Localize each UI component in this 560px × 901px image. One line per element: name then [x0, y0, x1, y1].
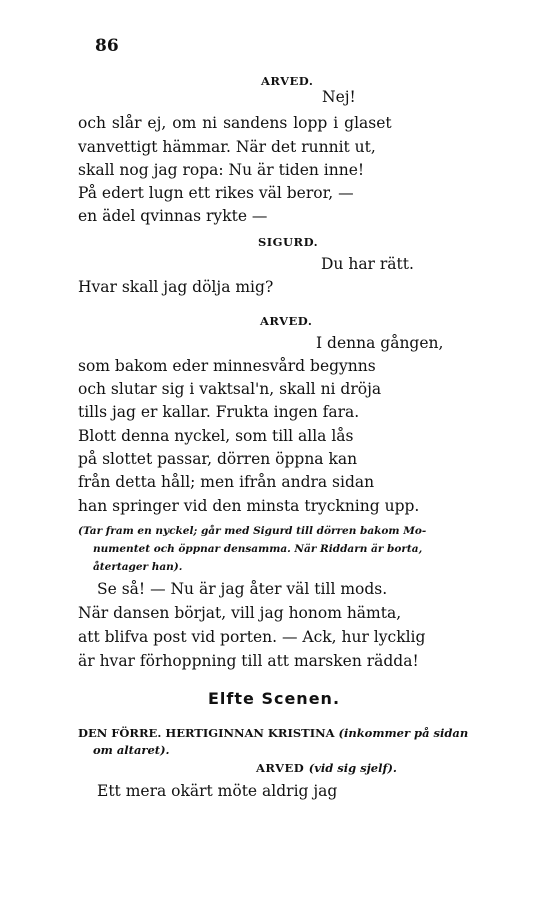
- verse-line: På edert lugn ett rikes väl beror, —: [78, 184, 354, 202]
- verse-line: Du har rätt.: [321, 255, 414, 273]
- verse-line: på slottet passar, dörren öppna kan: [78, 450, 358, 468]
- verse-line: en ädel qvinnas rykte —: [78, 207, 268, 225]
- persons-direction: (inkommer på sidan: [338, 726, 469, 740]
- speaker-name: ARVED: [256, 761, 305, 775]
- persons-names: DEN FÖRRE. HERTIGINNAN KRISTINA: [78, 726, 335, 740]
- verse-line: Hvar skall jag dölja mig?: [78, 278, 274, 296]
- speaker-label: ARVED.: [261, 74, 314, 88]
- verse-line: tills jag er kallar. Frukta ingen fara.: [78, 403, 360, 421]
- verse-line: och slutar sig i vaktsal'n, skall ni dröja: [78, 380, 382, 398]
- stage-direction: återtager han).: [93, 561, 183, 573]
- verse-line: Ett mera okärt möte aldrig jag: [97, 782, 338, 800]
- verse-line: och slår ej, om ni sandens lopp i glaset: [78, 114, 392, 132]
- speaker-label: SIGURD.: [258, 235, 319, 249]
- verse-line: När dansen börjat, vill jag honom hämta,: [78, 604, 402, 622]
- verse-line: att blifva post vid porten. — Ack, hur lycklig: [78, 628, 426, 646]
- verse-line: är hvar förhoppning till att marsken rädda!: [78, 652, 419, 670]
- speaker-direction: (vid sig sjelf).: [308, 761, 397, 775]
- verse-line: skall nog jag ropa: Nu är tiden inne!: [78, 161, 365, 179]
- page-number: 86: [95, 36, 119, 56]
- persons-direction: om altaret).: [93, 743, 170, 757]
- speaker-label: ARVED.: [260, 314, 313, 328]
- verse-line: Blott denna nyckel, som till alla lås: [78, 427, 354, 445]
- speaker-label: [256, 761, 397, 775]
- verse-line: Se så! — Nu är jag åter väl till mods.: [97, 580, 388, 598]
- scene-heading: Elfte Scenen.: [208, 689, 341, 708]
- persons-line: [78, 726, 468, 740]
- persons-line: [93, 743, 170, 757]
- stage-direction: numentet och öppnar densamma. När Riddarn är borta,: [93, 543, 423, 555]
- verse-line: från detta håll; men ifrån andra sidan: [78, 473, 375, 491]
- verse-line: I denna gången,: [316, 334, 444, 352]
- verse-line: som bakom eder minnesvård begynns: [78, 357, 376, 375]
- verse-line: vanvettigt hämmar. När det runnit ut,: [78, 138, 376, 156]
- verse-line: Nej!: [322, 88, 356, 106]
- verse-line: han springer vid den minsta tryckning upp.: [78, 497, 420, 515]
- stage-direction: (Tar fram en nyckel; går med Sigurd till dörren bakom Mo-: [78, 525, 427, 537]
